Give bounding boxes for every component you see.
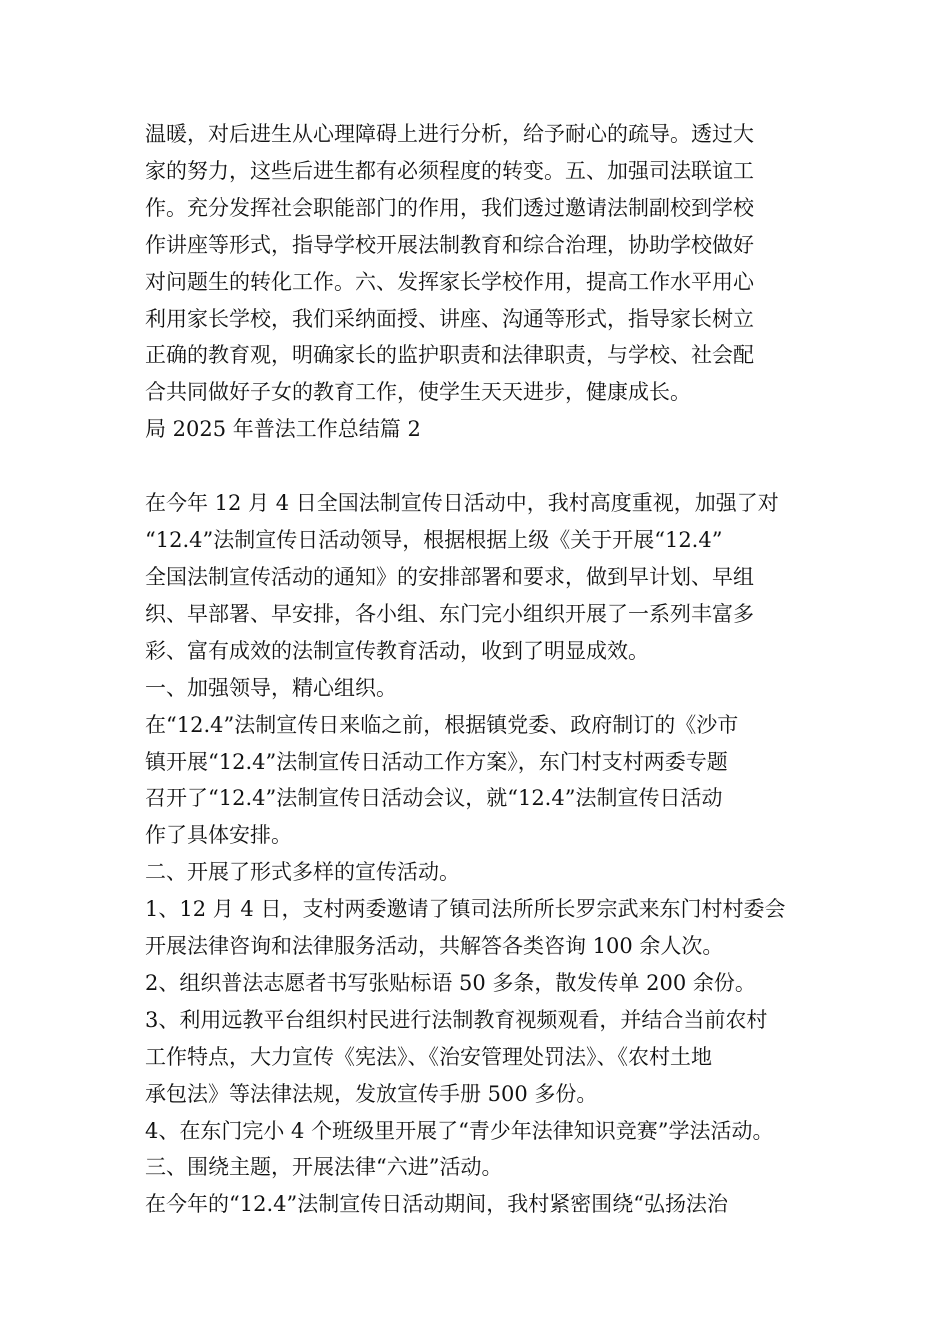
text-line: 合共同做好子女的教育工作，使学生天天进步，健康成长。 [145, 380, 691, 405]
heading-text: 二、开展了形式多样的宣传活动。 [145, 860, 460, 885]
text-line: 利用家长学校，我们采纳面授、讲座、沟通等形式，指导家长树立 [145, 306, 754, 331]
text-line: 作。充分发挥社会职能部门的作用，我们透过邀请法制副校到学校 [145, 195, 754, 220]
article-title-text: 局 2025 年普法工作总结篇 2 [145, 417, 421, 442]
document-page [145, 116, 815, 1223]
list-item-two [145, 965, 815, 1002]
text-line: 织、早部署、早安排，各小组、东门完小组织开展了一系列丰富多 [145, 601, 754, 626]
text-line: “12.4”法制宣传日活动领导，根据根据上级《关于开展“12.4” [145, 528, 723, 553]
paragraph-previous-section-tail [145, 116, 815, 411]
blank-line [145, 448, 815, 485]
text-line: 作了具体安排。 [145, 823, 292, 848]
text-line: 作讲座等形式，指导学校开展法制教育和综合治理，协助学校做好 [145, 232, 754, 257]
text-line: 3、利用远教平台组织村民进行法制教育视频观看，并结合当前农村 [145, 1007, 768, 1032]
text-line: 彩、富有成效的法制宣传教育活动，收到了明显成效。 [145, 638, 649, 663]
paragraph-section-three [145, 1186, 815, 1223]
paragraph-section-one [145, 707, 815, 855]
heading-text: 三、围绕主题，开展法律“六进”活动。 [145, 1155, 503, 1180]
text-line: 在今年 12 月 4 日全国法制宣传日活动中，我村高度重视，加强了对 [145, 491, 779, 516]
text-line: 工作特点，大力宣传《宪法》、《治安管理处罚法》、《农村土地 [145, 1044, 712, 1069]
text-line: 镇开展“12.4”法制宣传日活动工作方案》，东门村支村两委专题 [145, 749, 728, 774]
text-line: 开展法律咨询和法律服务活动，共解答各类咨询 100 余人次。 [145, 934, 724, 959]
article-title [145, 411, 815, 448]
text-line: 在“12.4”法制宣传日来临之前，根据镇党委、政府制订的《沙市 [145, 712, 739, 737]
heading-section-two [145, 854, 815, 891]
text-line: 召开了“12.4”法制宣传日活动会议，就“12.4”法制宣传日活动 [145, 786, 723, 811]
heading-text: 一、加强领导，精心组织。 [145, 675, 397, 700]
paragraph-intro [145, 485, 815, 670]
text-line: 家的努力，这些后进生都有必须程度的转变。五、加强司法联谊工 [145, 158, 754, 183]
text-line: 正确的教育观，明确家长的监护职责和法律职责，与学校、社会配 [145, 343, 754, 368]
text-line: 1、12 月 4 日，支村两委邀请了镇司法所所长罗宗武来东门村村委会 [145, 897, 786, 922]
text-line: 4、在东门完小 4 个班级里开展了“青少年法律知识竞赛”学法活动。 [145, 1118, 774, 1143]
heading-section-one [145, 670, 815, 707]
heading-section-three [145, 1149, 815, 1186]
text-line: 承包法》等法律法规，发放宣传手册 500 多份。 [145, 1081, 598, 1106]
text-line: 在今年的“12.4”法制宣传日活动期间，我村紧密围绕“弘扬法治 [145, 1192, 728, 1217]
text-line: 温暖，对后进生从心理障碍上进行分析，给予耐心的疏导。透过大 [145, 122, 754, 146]
list-item-three [145, 1002, 815, 1113]
text-line: 2、组织普法志愿者书写张贴标语 50 多条，散发传单 200 余份。 [145, 970, 756, 995]
list-item-one [145, 891, 815, 965]
text-line: 全国法制宣传活动的通知》的安排部署和要求，做到早计划、早组 [145, 564, 754, 589]
text-line: 对问题生的转化工作。六、发挥家长学校作用，提高工作水平用心 [145, 269, 754, 294]
list-item-four [145, 1113, 815, 1150]
